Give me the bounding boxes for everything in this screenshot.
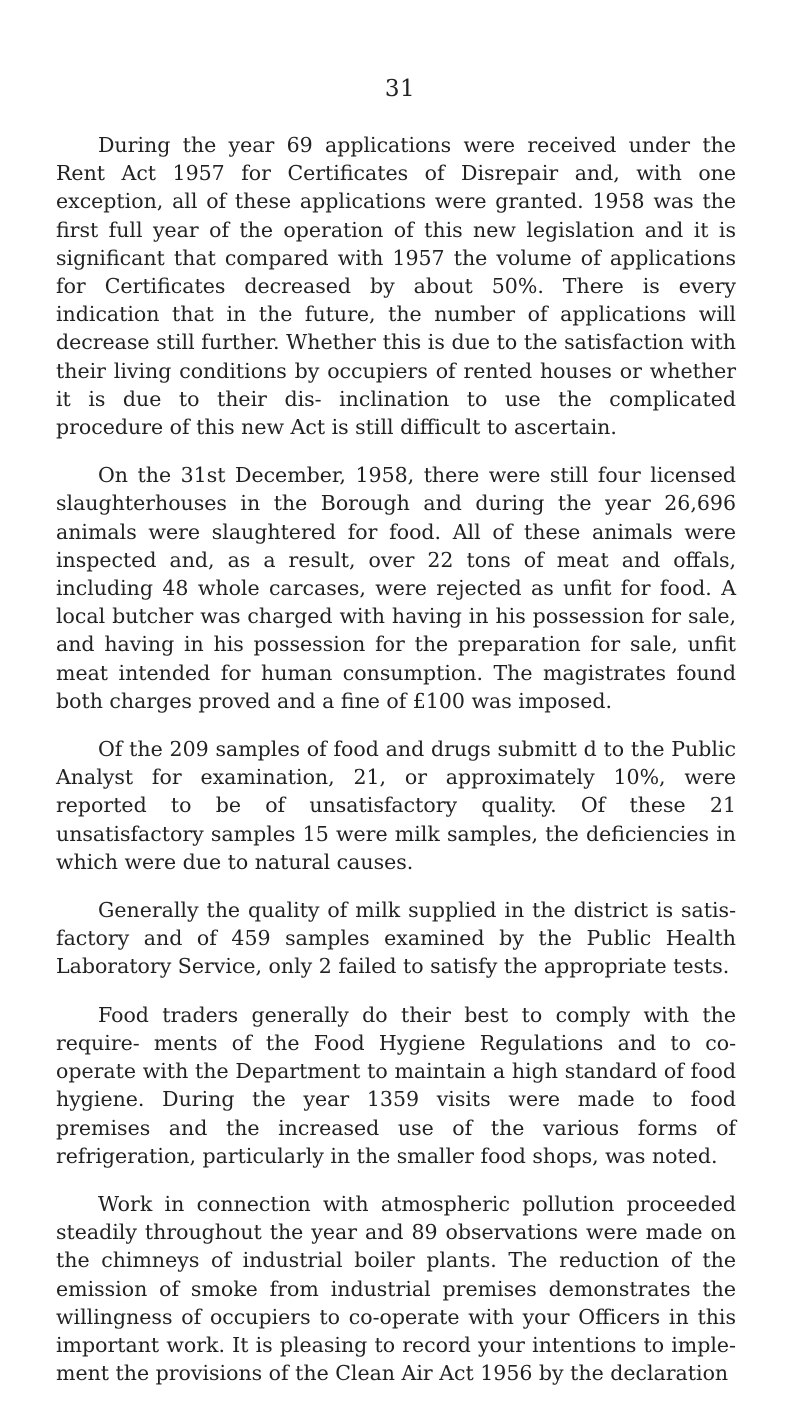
- paragraph-food-samples: Of the 209 samples of food and drugs submitt d to the Public Analyst for examination, 21, or approximately 10%, were reported to be of unsatisfactory quality. Of these 21 unsatisfactory samples 15 were milk samples, the deficiencies in which were due to natural causes.: [56, 737, 736, 874]
- paragraph-milk-quality: Generally the quality of milk supplied in the district is satis- factory and of 459 samples examined by the Public Health Laboratory Service, only 2 failed to satisfy the appropriate tests.: [56, 898, 736, 979]
- paragraph-food-hygiene: Food traders generally do their best to comply with the require- ments of the Food Hygiene Regulations and to co-operate with the Department to maintain a high standard of food hygiene. During the year 1359 visits were made to food premises and the increased use of the various forms of refrigeration, particularly in the smaller food shops, was noted.: [56, 1002, 736, 1168]
- page-number: 31: [384, 76, 416, 102]
- paragraph-atmospheric-pollution: Work in connection with atmospheric pollution proceeded steadily throughout the year and 89 observations were made on the chimneys of industrial boiler plants. The reduction of the emission of smoke from industrial premises demonstrates the willingness of occupiers to co-operate with your Officers in this important work. It is pleasing to record your intentions to imple- ment the provisions of the Clean Air Act 1956 by the declaration: [56, 1191, 736, 1386]
- body-text: [56, 131, 736, 1407]
- paragraph-rent-act: During the year 69 applications were received under the Rent Act 1957 for Certificates of Disrepair and, with one exception, all of these applications were granted. 1958 was the first full year of the operation of this new legislation and it is significant that compared with 1957 the volume of applications for Certificates decreased by about 50%. There is every indication that in the future, the number of applications will decrease still further. Whether this is due to the satisfaction with their living conditions by occupiers of rented houses or whether it is due to their dis- inclination to use the complicated procedure of this new Act is still difficult to ascertain.: [56, 133, 736, 440]
- paragraph-slaughterhouses: On the 31st December, 1958, there were still four licensed slaughterhouses in the Borough and during the year 26,696 animals were slaughtered for food. All of these animals were inspected and, as a result, over 22 tons of meat and offals, including 48 whole carcases, were rejected as unfit for food. A local butcher was charged with having in his possession for sale, and having in his possession for the preparation for sale, unfit meat intended for human consumption. The magistrates found both charges proved and a fine of £100 was imposed.: [56, 463, 736, 713]
